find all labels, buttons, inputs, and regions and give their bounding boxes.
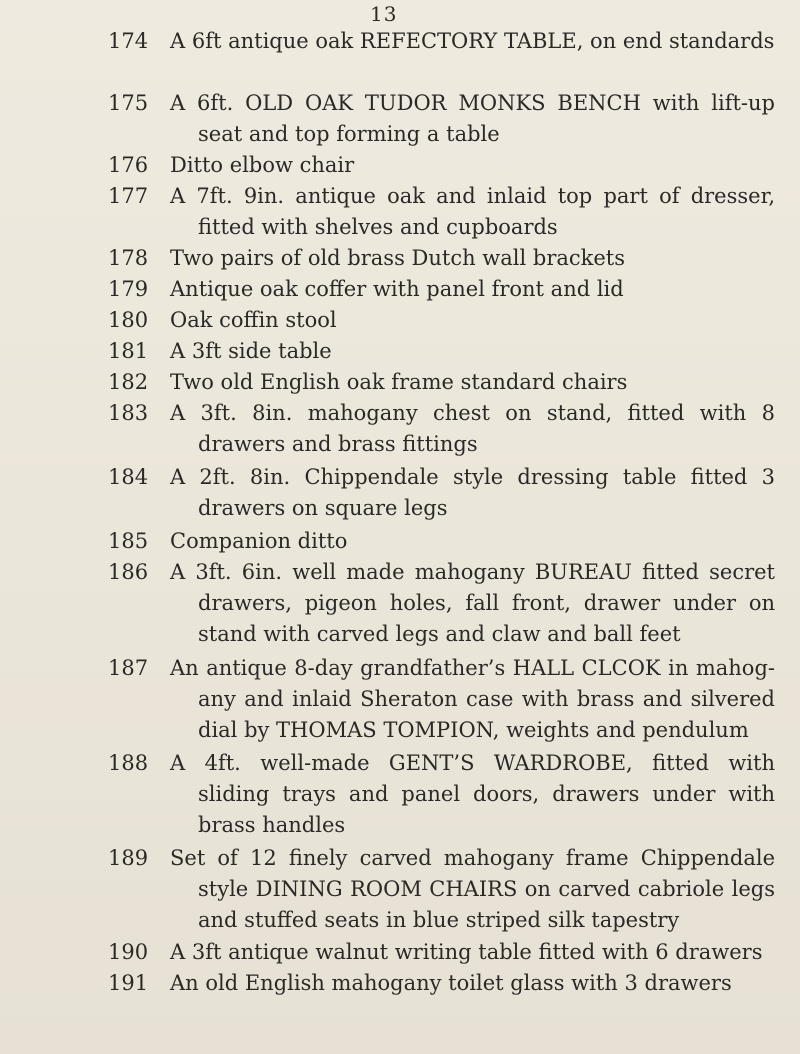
lot-number: 181 xyxy=(108,339,149,363)
lot-description: Companion ditto xyxy=(170,529,348,553)
lot-description: A 3ft. 8in. mahogany chest on stand, fitted with 8 drawers and brass fittings xyxy=(170,401,775,456)
lot-description: A 3ft. 6in. well made mahogany BUREAU fitted secret drawers, pigeon holes, fall front, drawer under on stand with carved legs and claw and ball feet xyxy=(170,560,775,646)
lot-number: 174 xyxy=(108,29,149,53)
lot-description: A 3ft side table xyxy=(170,339,332,363)
page-number: 13 xyxy=(370,2,398,26)
lot-number: 186 xyxy=(108,560,149,584)
lot-number: 184 xyxy=(108,465,149,489)
lot-description: A 3ft antique walnut writing table fitted with 6 drawers xyxy=(170,940,763,964)
lot-number: 185 xyxy=(108,529,149,553)
lot-number: 176 xyxy=(108,153,149,177)
lot-number: 182 xyxy=(108,370,149,394)
lot-description: An antique 8-day grandfather’s HALL CLCOK in mahog-any and inlaid Sheraton case with brass and silvered dial by THOMAS TOMPION, weights and pendulum xyxy=(170,656,775,742)
lot-description: A 4ft. well-made GENT’S WARDROBE, fitted with sliding trays and panel doors, drawers under with brass handles xyxy=(170,751,775,837)
lot-description: A 6ft antique oak REFECTORY TABLE, on end standards xyxy=(170,29,775,53)
lot-description: An old English mahogany toilet glass with 3 drawers xyxy=(170,971,732,995)
lot-description: Two old English oak frame standard chairs xyxy=(170,370,628,394)
lot-description: A 2ft. 8in. Chippendale style dressing table fitted 3 drawers on square legs xyxy=(170,465,775,520)
lot-number: 187 xyxy=(108,656,149,680)
lot-number: 190 xyxy=(108,940,149,964)
lot-number: 178 xyxy=(108,246,149,270)
lot-description: Antique oak coffer with panel front and lid xyxy=(170,277,624,301)
lot-description: Set of 12 finely carved mahogany frame Chippendale style DINING ROOM CHAIRS on carved cabriole legs and stuffed seats in blue striped silk tapestry xyxy=(170,846,775,932)
lot-number: 177 xyxy=(108,184,149,208)
lot-number: 183 xyxy=(108,401,149,425)
lot-description: A 7ft. 9in. antique oak and inlaid top part of dresser, fitted with shelves and cupboards xyxy=(170,184,775,239)
lot-number: 180 xyxy=(108,308,149,332)
lot-number: 189 xyxy=(108,846,149,870)
lot-description: Two pairs of old brass Dutch wall brackets xyxy=(170,246,626,270)
lot-description: Oak coffin stool xyxy=(170,308,337,332)
lot-number: 188 xyxy=(108,751,149,775)
lot-description: A 6ft. OLD OAK TUDOR MONKS BENCH with lift-up seat and top forming a table xyxy=(170,91,775,146)
lot-number: 179 xyxy=(108,277,149,301)
lot-number: 191 xyxy=(108,971,149,995)
lot-number: 175 xyxy=(108,91,149,115)
lot-description: Ditto elbow chair xyxy=(170,153,355,177)
